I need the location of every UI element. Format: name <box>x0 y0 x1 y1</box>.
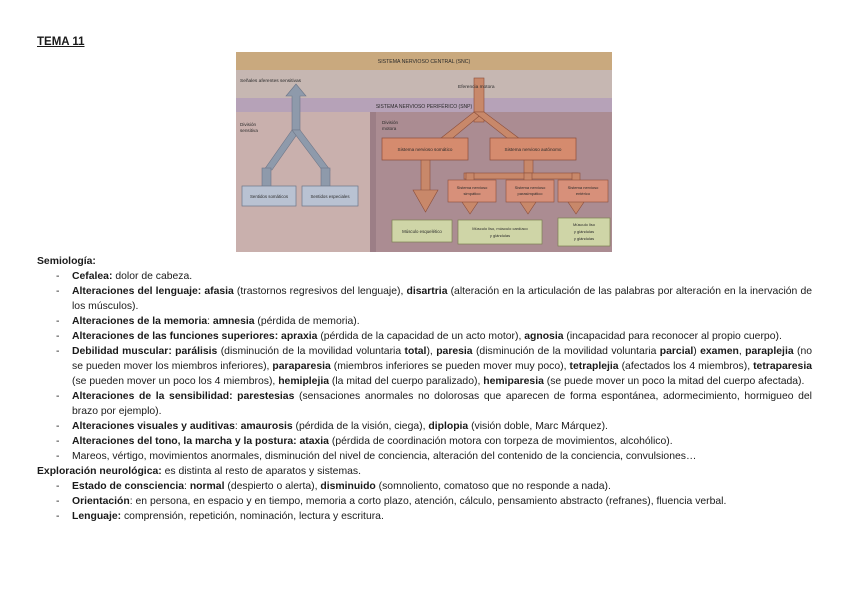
bold-term: disminuido <box>320 481 376 492</box>
text-run: (sensaciones anormales no dolorosas que aparecen de forma espontánea, adormecimiento, hormigueo del brazo por ejemplo). <box>72 391 812 417</box>
bullet-dash: - <box>56 451 60 462</box>
enteric-label-2: entérico <box>575 191 591 196</box>
bold-term: tetraplejia <box>569 361 619 372</box>
bold-term: disartria <box>406 286 448 297</box>
text-run: (somnoliento, comatoso que no responde a nada). <box>375 481 611 492</box>
smooth-glands-label-1: Músculo liso <box>572 222 596 227</box>
exploracion-paragraph <box>37 464 812 479</box>
sensory-division-label-2: sensitiva <box>240 128 258 133</box>
text-run: (pérdida de la visión, ciega), <box>292 421 429 432</box>
text-run: Mareos, vértigo, movimientos anormales, disminución del nivel de conciencia, alteración del contenido de la conciencia, convulsiones… <box>72 451 697 462</box>
semiologia-heading: Semiología: <box>37 256 96 267</box>
text-run: : <box>184 481 190 492</box>
text-run: (pérdida de memoria). <box>254 316 360 327</box>
document-body <box>37 254 812 524</box>
enteric-label-1: Sistema nervioso <box>567 185 599 190</box>
exploracion-heading: Exploración neurológica: <box>37 466 162 477</box>
text-run: ) <box>693 346 701 357</box>
list-item <box>37 269 812 284</box>
list-item <box>37 494 812 509</box>
text-run: (se puede mover un poco la mitad del cuerpo afectada). <box>543 376 805 387</box>
text-run: : <box>234 421 241 432</box>
somatic-ns-label: Sistema nervioso somático <box>397 147 453 152</box>
sympathetic-label-1: Sistema nervioso <box>456 185 488 190</box>
snp-label: SISTEMA NERVIOSO PERIFÉRICO (SNP) <box>375 104 473 110</box>
bold-term: paresia <box>436 346 473 357</box>
afferent-label: Señales aferentes sensitivas <box>240 79 302 84</box>
page-title: TEMA 11 <box>37 36 85 48</box>
bullet-dash: - <box>56 436 60 447</box>
bullet-dash: - <box>56 316 60 327</box>
bold-term: normal <box>189 481 225 492</box>
special-senses-label: Sentidos especiales <box>310 194 350 199</box>
bullet-dash: - <box>56 421 60 432</box>
bold-term: amnesia <box>212 316 255 327</box>
bold-term: Alteraciones de las funciones superiores: apraxia <box>72 331 318 342</box>
text-run: (visión doble, Marc Márquez). <box>468 421 608 432</box>
list-item <box>37 509 812 524</box>
text-run: (miembros inferiores se pueden mover muy poco), <box>330 361 570 372</box>
list-item <box>37 344 812 389</box>
text-run: (despierto o alerta), <box>224 481 321 492</box>
list-item <box>37 479 812 494</box>
text-run: comprensión, repetición, nominación, lectura y escritura. <box>121 511 384 522</box>
bold-term: Cefalea: <box>72 271 113 282</box>
list-item <box>37 449 812 464</box>
text-run: : <box>207 316 213 327</box>
snc-label: SISTEMA NERVIOSO CENTRAL (SNC) <box>377 59 471 65</box>
bold-term: Alteraciones del lenguaje: afasia <box>72 286 234 297</box>
text-run: (pérdida de coordinación motora con torpeza de movimientos, alcohólico). <box>328 436 673 447</box>
bold-term: Lenguaje: <box>72 511 122 522</box>
text-run: (no se pueden mover los miembros inferiores), <box>72 346 813 372</box>
bold-term: amaurosis <box>240 421 293 432</box>
bullet-dash: - <box>56 481 60 492</box>
bold-term: Alteraciones del tono, la marcha y la postura: ataxia <box>72 436 329 447</box>
autonomic-ns-label: Sistema nervioso autónomo <box>504 147 562 152</box>
bold-term: Debilidad muscular: parálisis <box>72 346 218 357</box>
list-item <box>37 419 812 434</box>
bold-term: diplopia <box>428 421 469 432</box>
bullet-dash: - <box>56 511 60 522</box>
text-run: (disminución de la movilidad voluntaria <box>217 346 405 357</box>
sympathetic-label-2: simpático <box>463 191 481 196</box>
bullet-dash: - <box>56 286 60 297</box>
text-run: (incapacidad para reconocer al propio cuerpo). <box>563 331 782 342</box>
sensory-division-label-1: División <box>240 122 257 127</box>
text-run: (se pueden mover un poco los 4 miembros), <box>72 376 279 387</box>
text-run: (pérdida de la capacidad de un acto motor), <box>317 331 525 342</box>
text-run: (alteración en la articulación de las palabras por alteración en la inervación de los músculos). <box>72 286 813 312</box>
bold-term: hemiparesia <box>483 376 544 387</box>
bold-term: paraparesia <box>272 361 331 372</box>
list-item <box>37 329 812 344</box>
motor-division-label-2: motora <box>382 126 397 131</box>
text-run: (trastornos regresivos del lenguaje), <box>233 286 407 297</box>
parasympathetic-label-2: parasimpático <box>517 191 543 196</box>
list-item <box>37 389 812 419</box>
smooth-glands-label-3: y glándulas <box>573 236 595 241</box>
efferent-label: Eferencia motora <box>458 85 495 90</box>
bold-term: parcial <box>659 346 694 357</box>
skeletal-muscle-label: Músculo esquelético <box>402 229 442 234</box>
bold-term: tetraparesia <box>753 361 812 372</box>
smooth-cardiac-label-2: y glándulas <box>489 233 511 238</box>
sensory-division-panel <box>236 112 370 252</box>
smooth-cardiac-label-1: Músculo liso, músculo cardíaco <box>472 226 528 231</box>
bullet-dash: - <box>56 331 60 342</box>
text-run: (disminución de la movilidad voluntaria <box>472 346 660 357</box>
text-run: dolor de cabeza. <box>112 271 193 282</box>
exploracion-list <box>37 479 812 524</box>
text-run: , <box>738 346 746 357</box>
motor-division-label-1: División <box>382 120 399 125</box>
text-run: ), <box>426 346 437 357</box>
list-item <box>37 314 812 329</box>
text-run: (afectados los 4 miembros), <box>618 361 754 372</box>
bold-term: total <box>404 346 427 357</box>
bold-term: Orientación <box>72 496 130 507</box>
bullet-dash: - <box>56 271 60 282</box>
bullet-dash: - <box>56 496 60 507</box>
bold-term: hemiplejia <box>278 376 330 387</box>
bullet-dash: - <box>56 391 60 402</box>
bold-term: Alteraciones de la sensibilidad: parestesias <box>72 391 295 402</box>
list-item <box>37 284 812 314</box>
bold-term: Alteraciones de la memoria <box>72 316 208 327</box>
text-run: : en persona, en espacio y en tiempo, memoria a corto plazo, atención, cálculo, pensamiento abstracto (refranes), fluencia verbal. <box>129 496 727 507</box>
bold-term: Estado de consciencia <box>72 481 185 492</box>
somatic-senses-label: Sentidos somáticos <box>249 194 289 199</box>
parasympathetic-label-1: Sistema nervioso <box>514 185 546 190</box>
bold-term: examen <box>700 346 739 357</box>
list-item <box>37 434 812 449</box>
bold-term: agnosia <box>524 331 564 342</box>
bold-term: Alteraciones visuales y auditivas <box>72 421 235 432</box>
smooth-cardiac-box <box>458 220 542 244</box>
exploracion-intro: es distinta al resto de aparatos y sistemas. <box>161 466 361 477</box>
smooth-glands-label-2: y glándulas <box>573 229 595 234</box>
nervous-system-diagram-photo <box>236 52 612 252</box>
bullet-dash: - <box>56 346 60 357</box>
semiologia-list <box>37 269 812 464</box>
text-run: (la mitad del cuerpo paralizado), <box>329 376 484 387</box>
bold-term: paraplejia <box>745 346 794 357</box>
